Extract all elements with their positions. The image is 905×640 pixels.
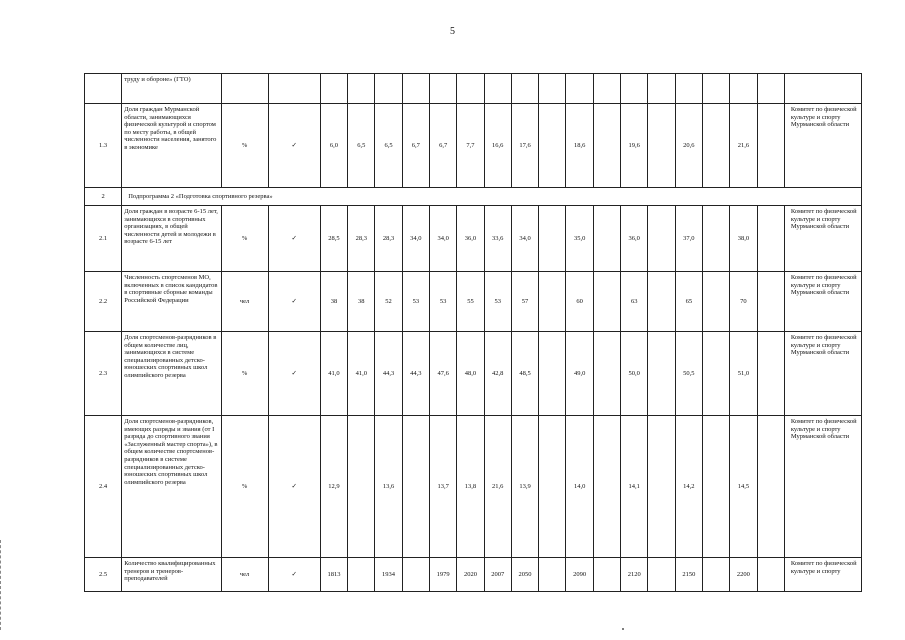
value-cell: 1934 (375, 558, 402, 592)
value-cell (593, 332, 620, 416)
value-cell: 52 (375, 272, 402, 332)
value-cell: 13,9 (511, 416, 538, 558)
unit-cell: % (221, 206, 268, 272)
value-cell: 53 (430, 272, 457, 332)
value-cell (757, 272, 784, 332)
value-cell (702, 74, 729, 104)
value-cell: 1813 (320, 558, 347, 592)
value-cell (484, 74, 511, 104)
value-cell: 19,6 (621, 104, 648, 188)
scan-dot (622, 628, 624, 630)
value-cell: 38,0 (730, 206, 757, 272)
value-cell (648, 206, 675, 272)
value-cell: 63 (621, 272, 648, 332)
value-cell (702, 206, 729, 272)
value-cell: 50,0 (621, 332, 648, 416)
value-cell: 36,0 (621, 206, 648, 272)
value-cell: 13,7 (430, 416, 457, 558)
value-cell: 42,8 (484, 332, 511, 416)
value-cell (702, 416, 729, 558)
unit-cell: % (221, 104, 268, 188)
check-mark: ✓ (268, 272, 320, 332)
check-mark: ✓ (268, 206, 320, 272)
value-cell: 35,0 (566, 206, 593, 272)
value-cell: 2007 (484, 558, 511, 592)
table-row (85, 188, 862, 206)
value-cell (320, 74, 347, 104)
value-cell: 14,0 (566, 416, 593, 558)
indicators-table (84, 73, 862, 592)
value-cell (430, 74, 457, 104)
value-cell (348, 558, 375, 592)
value-cell: 2200 (730, 558, 757, 592)
value-cell: 70 (730, 272, 757, 332)
responsible-cell: Комитет по физической культуре и спорту Мурманской области (784, 206, 861, 272)
value-cell: 34,0 (402, 206, 429, 272)
value-cell: 18,6 (566, 104, 593, 188)
value-cell (757, 558, 784, 592)
value-cell (648, 272, 675, 332)
table-row (85, 104, 862, 188)
check-mark: ✓ (268, 416, 320, 558)
indicator-name: Доля граждан Мурманской области, занимающихся физической культурой и спортом по месту работы, в общей численности населения, занятого в экономике (122, 104, 221, 188)
value-cell: 2090 (566, 558, 593, 592)
value-cell (757, 74, 784, 104)
value-cell (621, 74, 648, 104)
value-cell: 50,5 (675, 332, 702, 416)
table-row (85, 416, 862, 558)
value-cell (757, 206, 784, 272)
table-row (85, 332, 862, 416)
value-cell (730, 74, 757, 104)
row-number: 2.1 (85, 206, 122, 272)
check-mark: ✓ (268, 332, 320, 416)
subprogram-title: Подпрограмма 2 «Подготовка спортивного резерва» (122, 188, 862, 206)
value-cell: 7,7 (457, 104, 484, 188)
value-cell: 17,6 (511, 104, 538, 188)
table-row (85, 558, 862, 592)
value-cell (757, 104, 784, 188)
row-number: 2.2 (85, 272, 122, 332)
value-cell: 13,8 (457, 416, 484, 558)
value-cell (593, 74, 620, 104)
value-cell: 44,3 (375, 332, 402, 416)
responsible-cell: Комитет по физической культуре и спорту Мурманской области (784, 272, 861, 332)
row-number: 2.3 (85, 332, 122, 416)
value-cell: 60 (566, 272, 593, 332)
row-number: 2.4 (85, 416, 122, 558)
value-cell (648, 416, 675, 558)
value-cell: 48,0 (457, 332, 484, 416)
value-cell: 38 (348, 272, 375, 332)
value-cell (402, 416, 429, 558)
value-cell: 6,5 (375, 104, 402, 188)
value-cell: 14,2 (675, 416, 702, 558)
row-number (85, 74, 122, 104)
value-cell: 41,0 (348, 332, 375, 416)
unit-cell: чел (221, 272, 268, 332)
value-cell: 6,7 (430, 104, 457, 188)
value-cell: 53 (484, 272, 511, 332)
value-cell: 55 (457, 272, 484, 332)
value-cell: 16,6 (484, 104, 511, 188)
row-number: 2.5 (85, 558, 122, 592)
check-mark: ✓ (268, 558, 320, 592)
value-cell (757, 416, 784, 558)
value-cell (375, 74, 402, 104)
responsible-cell: Комитет по физической культуре и спорту Мурманской области (784, 416, 861, 558)
responsible-cell: Комитет по физической культуре и спорту (784, 558, 861, 592)
value-cell (593, 558, 620, 592)
value-cell: 28,5 (320, 206, 347, 272)
value-cell: 21,6 (484, 416, 511, 558)
scan-edge-mark (0, 540, 4, 630)
value-cell: 51,0 (730, 332, 757, 416)
value-cell (539, 558, 566, 592)
value-cell: 6,0 (320, 104, 347, 188)
row-number: 1.3 (85, 104, 122, 188)
indicator-name: Доля спортсменов-разрядников в общем количестве лиц, занимающихся в системе специализированных детско-юношеских спортивных школ олимпийского резерва (122, 332, 221, 416)
value-cell: 14,1 (621, 416, 648, 558)
value-cell: 49,0 (566, 332, 593, 416)
value-cell: 34,0 (511, 206, 538, 272)
value-cell (539, 104, 566, 188)
value-cell (402, 558, 429, 592)
unit-cell: % (221, 416, 268, 558)
value-cell: 48,5 (511, 332, 538, 416)
value-cell (757, 332, 784, 416)
value-cell (593, 416, 620, 558)
value-cell: 28,3 (375, 206, 402, 272)
responsible-cell: Комитет по физической культуре и спорту Мурманской области (784, 104, 861, 188)
indicator-name: Доля граждан в возрасте 6-15 лет, занимающихся в спортивных организациях, в общей численности детей и молодежи в возрасте 6-15 лет (122, 206, 221, 272)
value-cell (593, 104, 620, 188)
value-cell: 47,6 (430, 332, 457, 416)
table-row (85, 206, 862, 272)
value-cell: 2020 (457, 558, 484, 592)
value-cell (702, 332, 729, 416)
value-cell (702, 272, 729, 332)
row-number: 2 (85, 188, 122, 206)
value-cell (702, 104, 729, 188)
unit-cell (221, 74, 268, 104)
responsible-cell (784, 74, 861, 104)
indicator-name: труду и обороне» (ГТО) (122, 74, 221, 104)
value-cell: 20,6 (675, 104, 702, 188)
value-cell (457, 74, 484, 104)
value-cell: 34,0 (430, 206, 457, 272)
value-cell (648, 74, 675, 104)
value-cell: 38 (320, 272, 347, 332)
value-cell: 1979 (430, 558, 457, 592)
value-cell: 2150 (675, 558, 702, 592)
value-cell (348, 416, 375, 558)
value-cell (648, 558, 675, 592)
value-cell (566, 74, 593, 104)
indicator-name: Численность спортсменов МО, включенных в список кандидатов в спортивные сборные команды Российской Федерации (122, 272, 221, 332)
value-cell (593, 206, 620, 272)
value-cell (539, 416, 566, 558)
value-cell: 6,5 (348, 104, 375, 188)
value-cell (539, 272, 566, 332)
value-cell (402, 74, 429, 104)
value-cell (539, 74, 566, 104)
indicator-name: Доля спортсменов-разрядников, имеющих разряды и звания (от I разряда до спортивного звания «Заслуженный мастер спорта»), в общем количестве спортсменов-разрядников в системе специализированных детско-юношеских спортивных школ олимпийского резерва (122, 416, 221, 558)
value-cell: 14,5 (730, 416, 757, 558)
value-cell: 53 (402, 272, 429, 332)
table-row (85, 74, 862, 104)
value-cell (675, 74, 702, 104)
value-cell: 57 (511, 272, 538, 332)
page-number: 5 (450, 26, 455, 37)
value-cell: 36,0 (457, 206, 484, 272)
value-cell: 41,0 (320, 332, 347, 416)
value-cell: 13,6 (375, 416, 402, 558)
value-cell (348, 74, 375, 104)
value-cell: 2120 (621, 558, 648, 592)
value-cell: 33,6 (484, 206, 511, 272)
value-cell (648, 104, 675, 188)
value-cell (702, 558, 729, 592)
unit-cell: % (221, 332, 268, 416)
responsible-cell: Комитет по физической культуре и спорту Мурманской области (784, 332, 861, 416)
value-cell (539, 332, 566, 416)
value-cell: 2050 (511, 558, 538, 592)
indicator-name: Количество квалифицированных тренеров и тренеров-преподавателей (122, 558, 221, 592)
unit-cell: чел (221, 558, 268, 592)
value-cell: 65 (675, 272, 702, 332)
value-cell (539, 206, 566, 272)
value-cell: 44,3 (402, 332, 429, 416)
value-cell (648, 332, 675, 416)
check-mark: ✓ (268, 104, 320, 188)
value-cell: 21,6 (730, 104, 757, 188)
value-cell (593, 272, 620, 332)
value-cell: 37,0 (675, 206, 702, 272)
value-cell (511, 74, 538, 104)
value-cell: 12,9 (320, 416, 347, 558)
value-cell: 6,7 (402, 104, 429, 188)
table-row (85, 272, 862, 332)
check-mark (268, 74, 320, 104)
value-cell: 28,3 (348, 206, 375, 272)
